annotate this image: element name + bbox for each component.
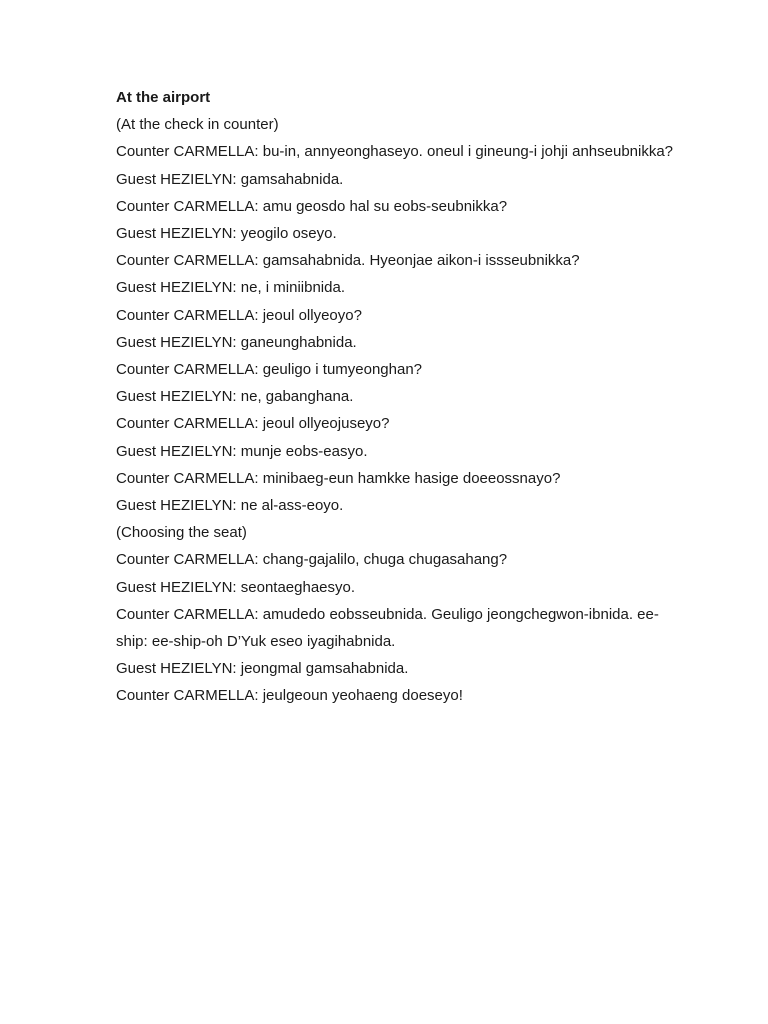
document-title: At the airport bbox=[116, 89, 211, 106]
document-line: Counter CARMELLA: jeoul ollyeojuseyo? bbox=[116, 415, 390, 433]
document-line: Counter CARMELLA: geuligo i tumyeonghan? bbox=[116, 361, 423, 379]
document-line: Counter CARMELLA: amudedo eobsseubnida. Geuligo jeongchegwon-ibnida. ee-ship: ee-ship-oh D’Yuk eseo iyagihabnida. bbox=[116, 605, 659, 651]
document-line: Guest HEZIELYN: jeongmal gamsahabnida. bbox=[116, 660, 409, 678]
document-line: Guest HEZIELYN: seontaeghaesyo. bbox=[116, 578, 356, 596]
document-line: Counter CARMELLA: minibaeg-eun hamkke hasige doeeossnayo? bbox=[116, 469, 561, 487]
document-line: Counter CARMELLA: bu-in, annyeonghaseyo. oneul i gineung-i johji anhseubnikka? bbox=[116, 143, 674, 161]
document-line: Guest HEZIELYN: ganeunghabnida. bbox=[116, 333, 357, 351]
document-line: (At the check in counter) bbox=[116, 116, 279, 134]
document-line: Guest HEZIELYN: ne, gabanghana. bbox=[116, 388, 354, 406]
document-line: Counter CARMELLA: chang-gajalilo, chuga chugasahang? bbox=[116, 551, 508, 569]
document-line: Guest HEZIELYN: gamsahabnida. bbox=[116, 170, 344, 188]
document-line: Guest HEZIELYN: yeogilo oseyo. bbox=[116, 225, 337, 243]
document-line: Guest HEZIELYN: ne, i miniibnida. bbox=[116, 279, 345, 297]
document-line: Counter CARMELLA: jeulgeoun yeohaeng doeseyo! bbox=[116, 687, 463, 705]
document-line: Guest HEZIELYN: ne al-ass-eoyo. bbox=[116, 497, 344, 515]
document-page bbox=[116, 84, 676, 710]
document-line: Guest HEZIELYN: munje eobs-easyo. bbox=[116, 442, 368, 460]
document-line: Counter CARMELLA: amu geosdo hal su eobs-seubnikka? bbox=[116, 197, 508, 215]
document-line: Counter CARMELLA: jeoul ollyeoyo? bbox=[116, 306, 362, 324]
document-line: Counter CARMELLA: gamsahabnida. Hyeonjae aikon-i issseubnikka? bbox=[116, 252, 580, 270]
document-line: (Choosing the seat) bbox=[116, 524, 247, 542]
